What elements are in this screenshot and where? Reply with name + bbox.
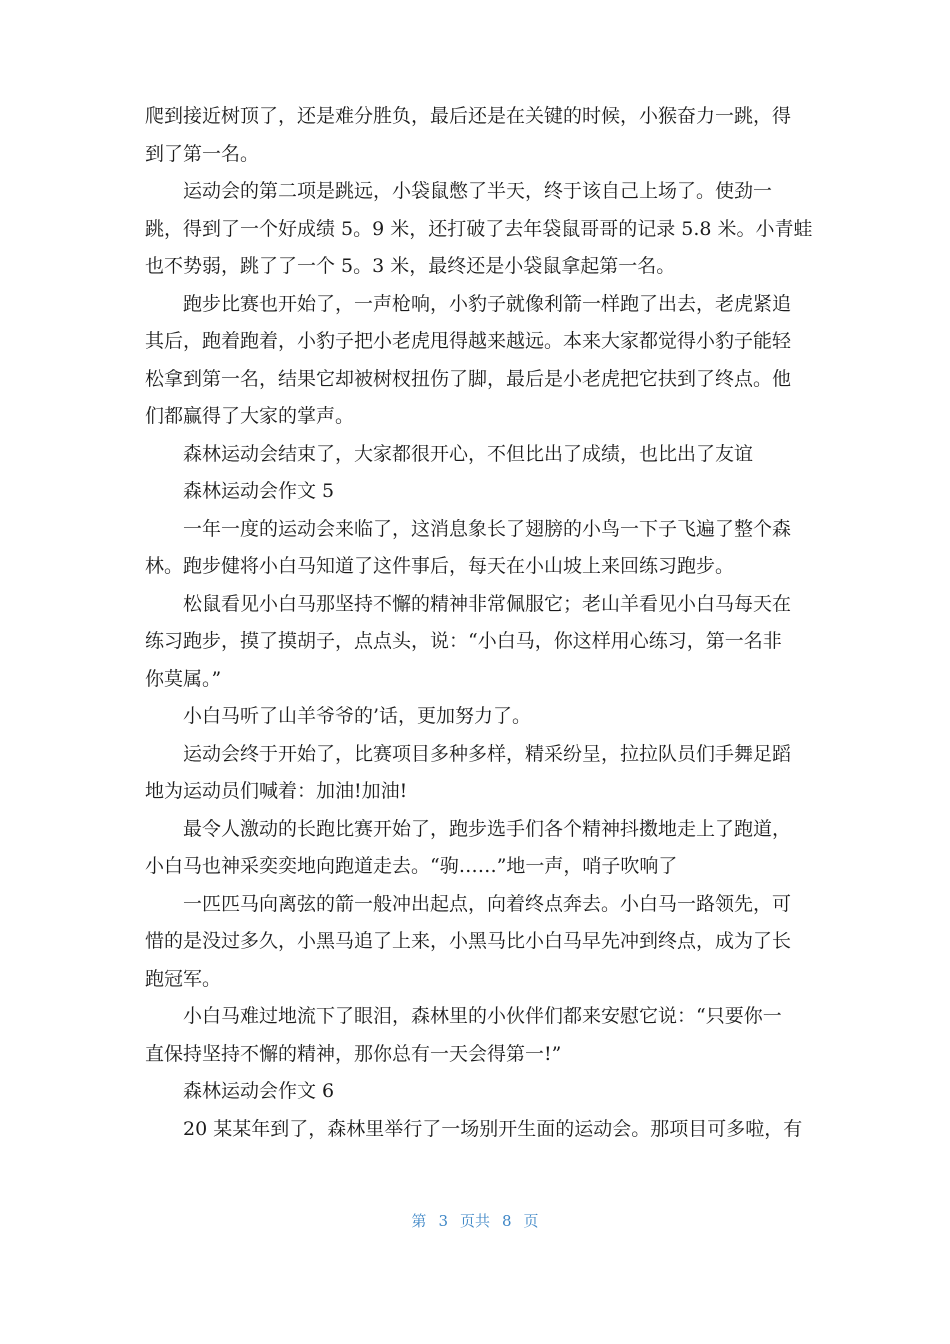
text-line: 练习跑步，摸了摸胡子，点点头，说：“小白马，你这样用心练习，第一名非 <box>145 630 782 652</box>
text-line: 小白马难过地流下了眼泪，森林里的小伙伴们都来安慰它说：“只要你一 <box>183 1005 782 1027</box>
text-line: 你莫属。” <box>145 667 222 690</box>
text-line: 一年一度的运动会来临了，这消息象长了翅膀的小鸟一下子飞遍了整个森 <box>183 517 792 540</box>
text-line: 惜的是没过多久，小黑马追了上来，小黑马比小白马早先冲到终点，成为了长 <box>145 930 792 952</box>
text-line: 跑步比赛也开始了，一声枪响，小豹子就像利箭一样跑了出去，老虎紧追 <box>183 292 792 315</box>
text-line: 地为运动员们喊着：加油!加油! <box>145 780 408 802</box>
section-heading: 森林运动会作文 6 <box>183 1080 335 1102</box>
footer-word: 第 <box>411 1212 427 1230</box>
text-line: 其后，跑着跑着，小豹子把小老虎甩得越来越远。本来大家都觉得小豹子能轻 <box>145 330 792 352</box>
text-line: 20 某某年到了，森林里举行了一场别开生面的运动会。那项目可多啦，有 <box>183 1117 803 1140</box>
footer-word: 页 <box>523 1212 539 1230</box>
text-line: 到了第一名。 <box>145 142 260 165</box>
text-line: 也不势弱，跳了了一个 5。3 米，最终还是小袋鼠拿起第一名。 <box>145 255 676 277</box>
document-body <box>145 98 813 1148</box>
text-line: 跳，得到了一个好成绩 5。9 米，还打破了去年袋鼠哥哥的记录 5.8 米。小青蛙 <box>145 217 813 240</box>
text-line: 一匹匹马向离弦的箭一般冲出起点，向着终点奔去。小白马一路领先，可 <box>183 892 792 915</box>
text-line: 松拿到第一名，结果它却被树杈扭伤了脚，最后是小老虎把它扶到了终点。他 <box>145 367 792 390</box>
text-line: 森林运动会结束了，大家都很开心，不但比出了成绩，也比出了友谊 <box>183 442 754 465</box>
text-line: 松鼠看见小白马那坚持不懈的精神非常佩服它；老山羊看见小白马每天在 <box>183 592 792 615</box>
text-line: 小白马也神采奕奕地向跑道走去。“驹……”地一声，哨子吹响了 <box>145 855 678 877</box>
page-footer <box>0 1210 950 1231</box>
text-line: 们都赢得了大家的掌声。 <box>145 405 355 427</box>
page-number: 3 <box>438 1212 448 1230</box>
text-line: 跑冠军。 <box>145 967 222 990</box>
footer-word: 页共 <box>459 1212 490 1230</box>
text-line: 林。跑步健将小白马知道了这件事后，每天在小山坡上来回练习跑步。 <box>145 555 735 577</box>
text-line: 小白马听了山羊爷爷的’话，更加努力了。 <box>183 705 532 727</box>
page-total: 8 <box>502 1212 512 1230</box>
text-line: 直保持坚持不懈的精神，那你总有一天会得第一!” <box>145 1042 562 1065</box>
text-line: 运动会的第二项是跳远，小袋鼠憋了半天，终于该自己上场了。使劲一 <box>183 180 773 202</box>
text-line: 运动会终于开始了，比赛项目多种多样，精采纷呈，拉拉队员们手舞足蹈 <box>183 742 792 765</box>
section-heading: 森林运动会作文 5 <box>183 480 335 502</box>
text-line: 爬到接近树顶了，还是难分胜负，最后还是在关键的时候，小猴奋力一跳，得 <box>145 105 792 127</box>
text-line: 最令人激动的长跑比赛开始了，跑步选手们各个精神抖擞地走上了跑道， <box>183 817 792 840</box>
